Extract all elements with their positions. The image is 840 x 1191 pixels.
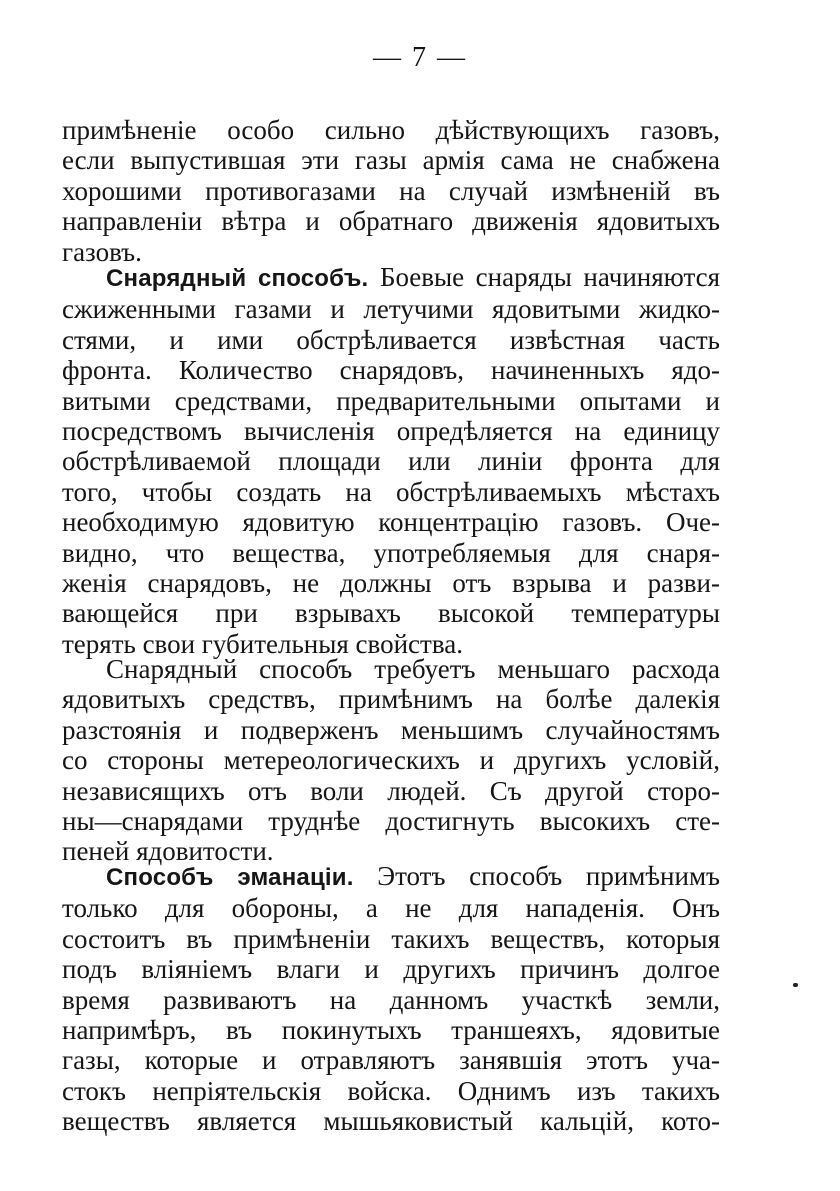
text-line: только для обороны, а не для нападенія. Онъ — [62, 893, 720, 924]
text-line-first — [62, 861, 720, 893]
text-line: разстоянія и подверженъ меньшимъ случайностямъ — [62, 714, 720, 745]
text-line: сжиженными газами и летучими ядовитыми жидко- — [62, 294, 720, 325]
paragraph-2 — [62, 262, 720, 659]
text-line: хорошими противогазами на случай измѣненій въ — [62, 175, 720, 206]
text-line: терять свои губительныя свойства. — [62, 628, 463, 659]
heading-line-rest: Боевые снаряды начиняются — [379, 262, 720, 292]
section-heading-shell-method: Снарядный способъ. — [106, 265, 369, 292]
text-line: пеней ядовитости. — [62, 836, 274, 867]
print-speck — [793, 983, 798, 987]
text-line: со стороны метереологическихъ и другихъ условій, — [62, 745, 720, 776]
text-line: обстрѣливаемой площади или линіи фронта для — [62, 446, 720, 477]
text-line: состоитъ въ примѣненіи такихъ веществъ, которыя — [62, 923, 720, 954]
text-line: Снарядный способъ требуетъ меньшаго расхода — [106, 654, 720, 684]
text-line-first — [62, 262, 720, 294]
paragraph-1 — [62, 115, 720, 267]
text-line: направленіи вѣтра и обратнаго движенія ядовитыхъ — [62, 206, 720, 237]
paragraph-3 — [62, 654, 720, 867]
section-heading-emanation-method: Способъ эманаціи. — [106, 864, 354, 891]
text-line: необходимую ядовитую концентрацію газовъ. Оче- — [62, 507, 720, 538]
text-line: фронта. Количество снарядовъ, начиненныхъ ядо- — [62, 355, 720, 386]
text-line: время развиваютъ на данномъ участкѣ земли, — [62, 984, 720, 1015]
heading-line-rest: Этотъ способъ примѣнимъ — [377, 861, 720, 891]
text-line: посредствомъ вычисленія опредѣляется на единицу — [62, 416, 720, 447]
text-line: напримѣръ, въ покинутыхъ траншеяхъ, ядовитые — [62, 1015, 720, 1046]
text-line: ны—снарядами труднѣе достигнуть высокихъ сте- — [62, 806, 720, 837]
text-line: женія снарядовъ, не должны отъ взрыва и разви- — [62, 568, 720, 599]
paragraph-4 — [62, 861, 720, 1137]
text-line: видно, что вещества, употребляемыя для снаря- — [62, 537, 720, 568]
text-line: веществъ является мышьяковистый кальцій, кото- — [62, 1106, 720, 1137]
text-line: ядовитыхъ средствъ, примѣнимъ на болѣе далекія — [62, 684, 720, 715]
text-line: стями, и ими обстрѣливается извѣстная часть — [62, 324, 720, 355]
text-line: газы, которые и отравляютъ занявшія этотъ уча- — [62, 1045, 720, 1076]
text-line: если выпустившая эти газы армія сама не снабжена — [62, 145, 720, 176]
text-line: примѣненіе особо сильно дѣйствующихъ газовъ, — [62, 115, 720, 145]
text-line: стокъ непріятельскія войска. Однимъ изъ такихъ — [62, 1075, 720, 1106]
text-line: независящихъ отъ воли людей. Съ другой сторо- — [62, 775, 720, 806]
text-line: подъ вліяніемъ влаги и другихъ причинъ долгое — [62, 954, 720, 985]
text-line: газовъ. — [62, 236, 142, 267]
page-number: — 7 — — [373, 42, 467, 73]
text-line: вающейся при взрывахъ высокой температуры — [62, 598, 720, 629]
text-line: того, чтобы создать на обстрѣливаемыхъ мѣстахъ — [62, 476, 720, 507]
text-line: витыми средствами, предварительными опытами и — [62, 385, 720, 416]
